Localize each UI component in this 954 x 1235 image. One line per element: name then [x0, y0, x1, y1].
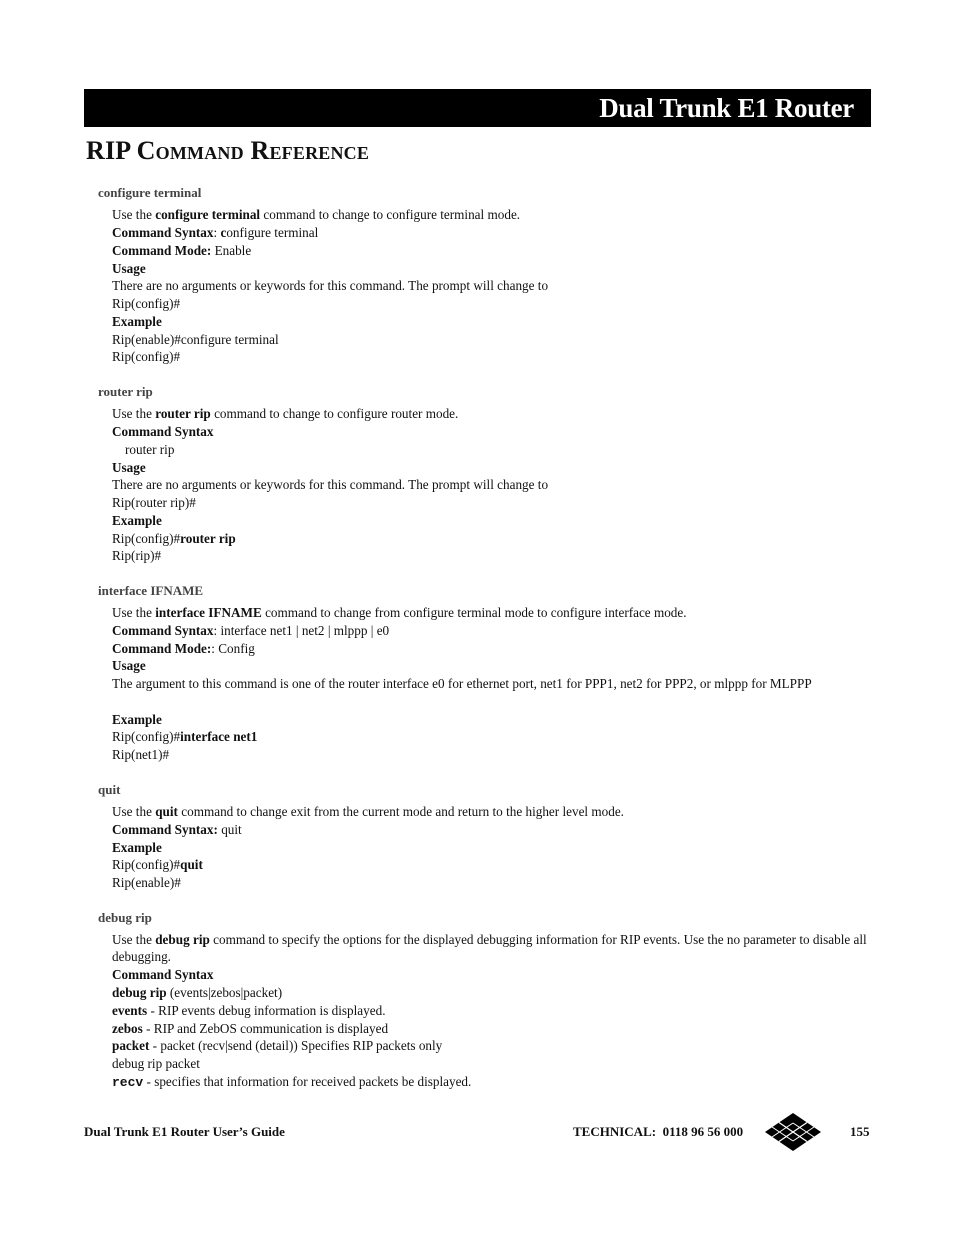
- text: - RIP and ZebOS communication is displayed: [142, 1021, 389, 1036]
- description-line: [112, 604, 687, 621]
- option-line: [112, 1002, 386, 1019]
- text: Use the: [112, 207, 156, 222]
- usage-text: There are no arguments or keywords for this command. The prompt will change to: [112, 477, 549, 492]
- syntax-line: [112, 622, 389, 639]
- text: onfigure terminal: [226, 225, 319, 240]
- syntax-text: router rip: [125, 442, 175, 457]
- mode-line: [112, 640, 255, 657]
- example-text: [112, 530, 236, 547]
- usage-text: The argument to this command is one of the router interface e0 for ethernet port, net1 for PPP1, net2 for PPP2, or mlppp for MLPPP: [112, 676, 812, 691]
- page-header-title: Dual Trunk E1 Router: [599, 93, 854, 123]
- option-name: packet: [112, 1038, 150, 1053]
- example-text: debug rip packet: [112, 1056, 200, 1071]
- example-text: Rip(net1)#: [112, 747, 170, 762]
- label: Command Syntax:: [112, 822, 218, 837]
- header-bar: [84, 89, 871, 127]
- command-name: quit: [180, 857, 203, 872]
- text: command to change from configure terminal mode to configure interface mode.: [261, 605, 687, 620]
- page-number: 155: [850, 1124, 870, 1139]
- label: Command Mode:: [112, 641, 212, 656]
- text: command to change to configure router mode.: [210, 406, 459, 421]
- example-text: Rip(enable)#configure terminal: [112, 332, 279, 347]
- command-name: interface IFNAME: [155, 605, 262, 620]
- usage-label: Usage: [112, 658, 146, 673]
- text: Use the: [112, 605, 156, 620]
- usage-label: Usage: [112, 261, 146, 276]
- usage-label: Usage: [112, 460, 146, 475]
- text: command to change to configure terminal mode.: [260, 207, 521, 222]
- option-name: zebos: [112, 1021, 143, 1036]
- option-name: events: [112, 1003, 148, 1018]
- prompt-text: Rip(router rip)#: [112, 495, 196, 510]
- text: c: [220, 225, 227, 240]
- description-line: [112, 206, 520, 223]
- label: Command Syntax: [112, 623, 214, 638]
- text: Rip(config)#: [112, 857, 181, 872]
- example-text: Rip(enable)#: [112, 875, 181, 890]
- option-line: [112, 1020, 388, 1037]
- command-heading-interface: interface IFNAME: [98, 583, 204, 598]
- text: - specifies that information for received packets be displayed.: [143, 1074, 472, 1089]
- syntax-line: [112, 224, 318, 241]
- usage-text: There are no arguments or keywords for this command. The prompt will change to: [112, 278, 549, 293]
- example-label: Example: [112, 513, 162, 528]
- syntax-line: [112, 984, 282, 1001]
- footer-guide-title: Dual Trunk E1 Router User’s Guide: [84, 1124, 285, 1139]
- example-label: Example: [112, 840, 162, 855]
- text: Use the: [112, 932, 156, 947]
- text: Rip(config)#: [112, 531, 181, 546]
- command-heading-debug-rip: debug rip: [98, 910, 152, 925]
- syntax-label: Command Syntax: [112, 967, 214, 982]
- syntax-label: Command Syntax: [112, 424, 214, 439]
- mode-line: [112, 242, 251, 259]
- text: Use the: [112, 804, 156, 819]
- text: command to change exit from the current mode and return to the higher level mode.: [177, 804, 624, 819]
- command-name: quit: [155, 804, 178, 819]
- example-text: Rip(rip)#: [112, 548, 162, 563]
- command-heading-configure-terminal: configure terminal: [98, 185, 202, 200]
- text: : Config: [211, 641, 255, 656]
- command-heading-quit: quit: [98, 782, 121, 797]
- section-title: RIP Command Reference: [86, 136, 370, 165]
- example-label: Example: [112, 314, 162, 329]
- example-text: [112, 728, 257, 745]
- example-label: Example: [112, 712, 162, 727]
- option-line: [112, 1037, 442, 1054]
- command-name: router rip: [155, 406, 211, 421]
- text: command to specify the options for the displayed debugging information for RIP events. Use the no parameter to disable all debugging.: [112, 932, 867, 964]
- text: quit: [217, 822, 242, 837]
- label: Command Syntax: [112, 225, 214, 240]
- description-line: [112, 803, 624, 820]
- text: :: [213, 225, 221, 240]
- example-text: [112, 856, 203, 873]
- command-name: router rip: [180, 531, 236, 546]
- text: Rip(config)#: [112, 729, 181, 744]
- command-heading-router-rip: router rip: [98, 384, 153, 399]
- text: : interface net1 | net2 | mlppp | e0: [213, 623, 390, 638]
- command-name: configure terminal: [155, 207, 261, 222]
- description-line: [112, 405, 458, 422]
- logo-svg: [764, 1112, 822, 1152]
- text: Use the: [112, 406, 156, 421]
- label: Command Mode:: [112, 243, 212, 258]
- option-name: recv: [112, 1075, 144, 1090]
- option-line: [112, 1073, 471, 1091]
- text: (events|zebos|packet): [166, 985, 283, 1000]
- command-name: debug rip: [112, 985, 167, 1000]
- text: - packet (recv|send (detail)) Specifies RIP packets only: [149, 1038, 443, 1053]
- text: Enable: [211, 243, 252, 258]
- footer-technical-phone: TECHNICAL: 0118 96 56 000: [573, 1124, 744, 1139]
- description-line: [112, 931, 868, 965]
- syntax-line: [112, 821, 242, 838]
- black-box-diamond-logo-icon: [764, 1112, 822, 1157]
- text: - RIP events debug information is displayed.: [147, 1003, 386, 1018]
- example-text: Rip(config)#: [112, 349, 181, 364]
- command-name: interface net1: [180, 729, 258, 744]
- command-name: debug rip: [155, 932, 210, 947]
- prompt-text: Rip(config)#: [112, 296, 181, 311]
